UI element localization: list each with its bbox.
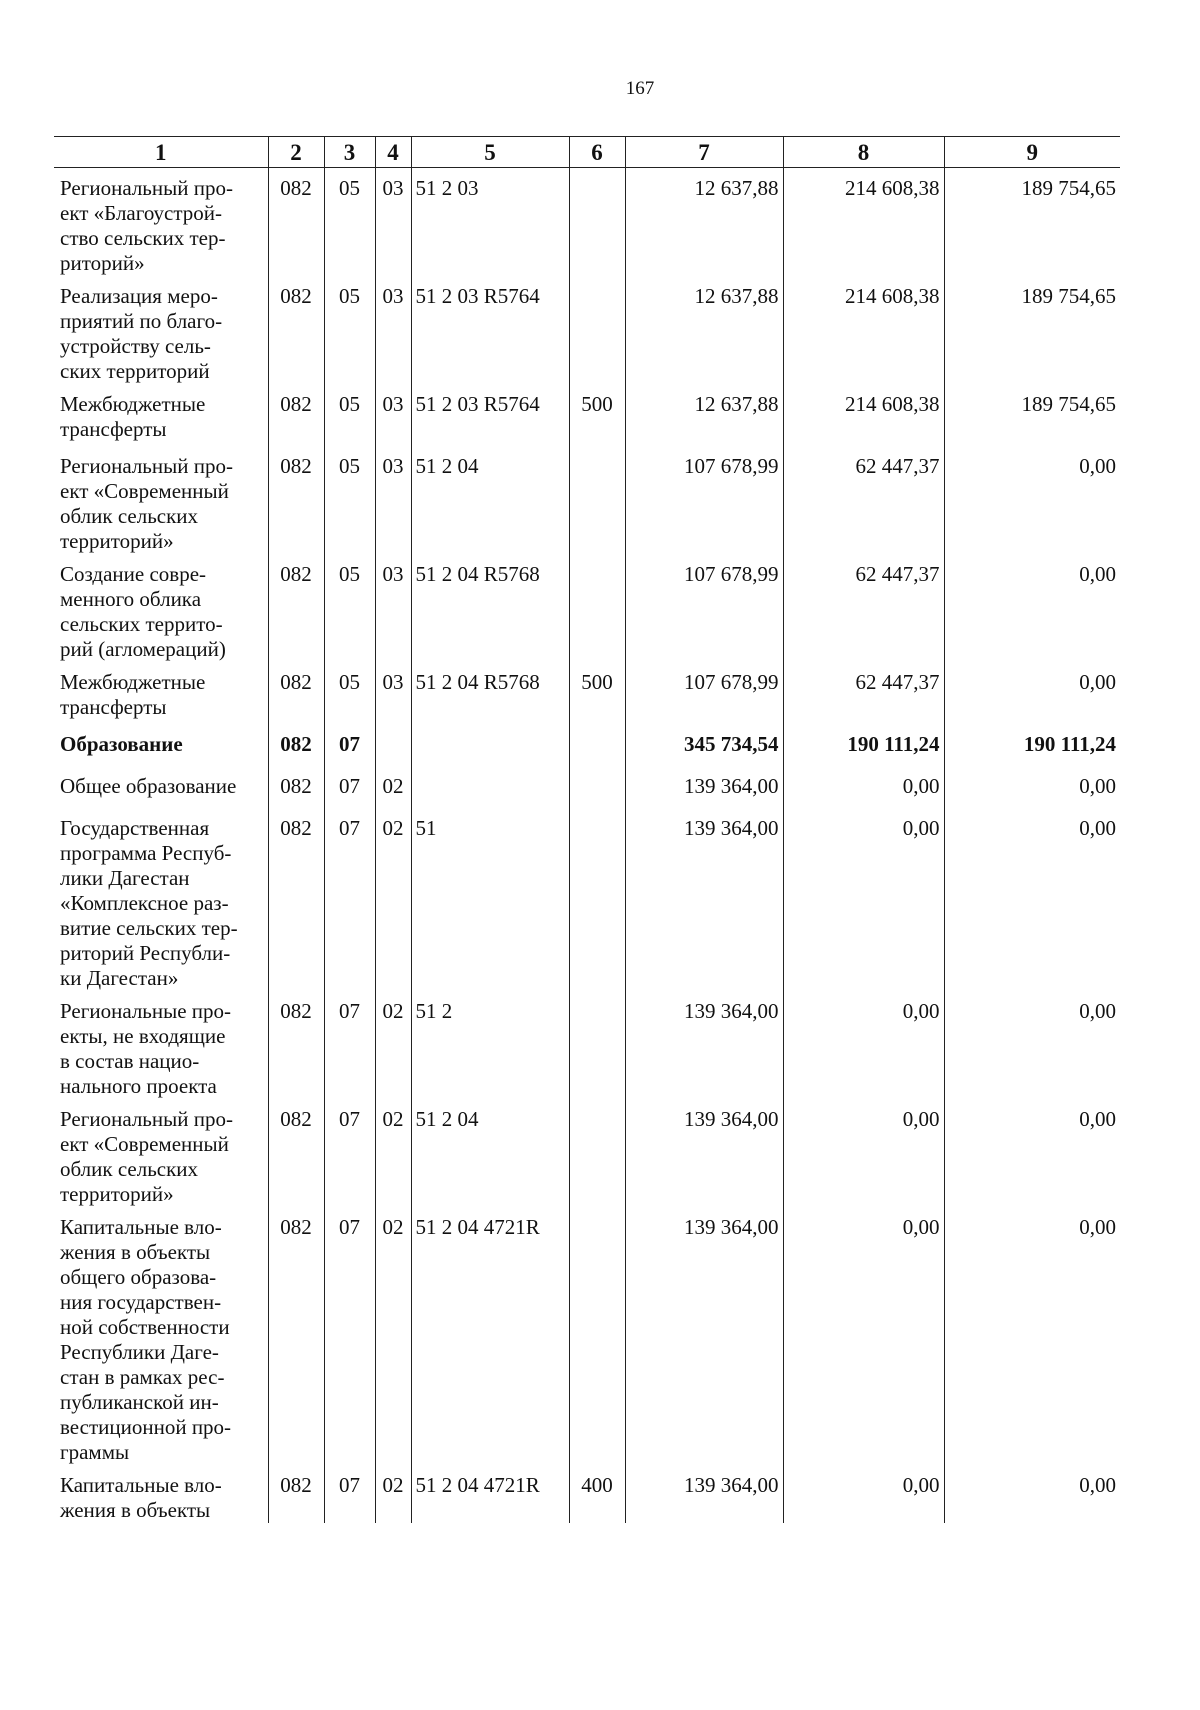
row-section-code: 05 [324, 168, 375, 277]
header-col-3: 3 [324, 137, 375, 168]
row-target-article: 51 2 03 R5764 [411, 276, 569, 384]
row-amount-7: 107 678,99 [625, 554, 783, 662]
row-ministry-code: 082 [268, 991, 324, 1099]
row-target-article: 51 2 04 R5768 [411, 662, 569, 724]
row-amount-7: 139 364,00 [625, 808, 783, 991]
row-name: Государственная программа Респуб- лики Дагестан «Комплексное раз- витие сельских тер- риторий Республи- ки Дагестан» [60, 816, 238, 990]
row-target-article [411, 724, 569, 766]
row-ministry-code: 082 [268, 1207, 324, 1465]
row-name: Реализация меро- приятий по благо- устройству сель- ских территорий [60, 284, 223, 383]
row-amount-9: 190 111,24 [944, 724, 1120, 766]
row-subsection-code: 02 [375, 991, 411, 1099]
row-amount-9: 0,00 [944, 991, 1120, 1099]
row-ministry-code: 082 [268, 384, 324, 446]
header-col-2: 2 [268, 137, 324, 168]
row-target-article: 51 2 04 [411, 446, 569, 554]
row-target-article: 51 2 04 4721R [411, 1207, 569, 1465]
row-amount-7: 139 364,00 [625, 1099, 783, 1207]
row-amount-8: 0,00 [783, 766, 944, 808]
row-expense-type [569, 724, 625, 766]
row-amount-8: 62 447,37 [783, 662, 944, 724]
row-amount-7: 139 364,00 [625, 1465, 783, 1523]
header-col-1: 1 [54, 137, 268, 168]
header-col-5: 5 [411, 137, 569, 168]
row-section-code: 05 [324, 662, 375, 724]
row-amount-9: 0,00 [944, 766, 1120, 808]
row-amount-9: 189 754,65 [944, 384, 1120, 446]
row-expense-type [569, 1207, 625, 1465]
row-subsection-code: 02 [375, 1207, 411, 1465]
row-ministry-code: 082 [268, 276, 324, 384]
row-section-code: 07 [324, 808, 375, 991]
row-name: Региональный про- ект «Современный облик сельских территорий» [60, 1107, 233, 1206]
row-name: Региональный про- ект «Благоустрой- ство сельских тер- риторий» [60, 176, 233, 275]
row-amount-8: 0,00 [783, 1465, 944, 1523]
row-target-article: 51 [411, 808, 569, 991]
row-amount-8: 0,00 [783, 1207, 944, 1465]
row-amount-8: 0,00 [783, 991, 944, 1099]
row-amount-8: 214 608,38 [783, 384, 944, 446]
row-section-code: 07 [324, 724, 375, 766]
table-row [54, 384, 1120, 446]
row-target-article: 51 2 03 R5764 [411, 384, 569, 446]
header-col-8: 8 [783, 137, 944, 168]
table-row [54, 1099, 1120, 1207]
row-ministry-code: 082 [268, 766, 324, 808]
row-amount-9: 0,00 [944, 554, 1120, 662]
row-name: Общее образование [60, 774, 237, 798]
row-target-article: 51 2 04 [411, 1099, 569, 1207]
row-section-code: 05 [324, 554, 375, 662]
row-amount-9: 0,00 [944, 1099, 1120, 1207]
row-target-article: 51 2 04 4721R [411, 1465, 569, 1523]
row-amount-9: 0,00 [944, 662, 1120, 724]
row-subsection-code: 03 [375, 384, 411, 446]
row-section-code: 07 [324, 766, 375, 808]
row-subsection-code: 02 [375, 808, 411, 991]
row-section-code: 07 [324, 1099, 375, 1207]
table-row [54, 168, 1120, 277]
row-amount-9: 0,00 [944, 1207, 1120, 1465]
table-row [54, 554, 1120, 662]
row-ministry-code: 082 [268, 446, 324, 554]
row-amount-7: 12 637,88 [625, 276, 783, 384]
table-body [54, 168, 1120, 1524]
table-row [54, 446, 1120, 554]
table-row [54, 1207, 1120, 1465]
row-subsection-code [375, 724, 411, 766]
row-amount-7: 12 637,88 [625, 168, 783, 277]
row-amount-8: 190 111,24 [783, 724, 944, 766]
table-row [54, 662, 1120, 724]
row-section-code: 05 [324, 384, 375, 446]
row-amount-9: 0,00 [944, 808, 1120, 991]
row-ministry-code: 082 [268, 808, 324, 991]
table-row [54, 991, 1120, 1099]
row-amount-7: 139 364,00 [625, 766, 783, 808]
row-amount-8: 0,00 [783, 808, 944, 991]
row-name: Региональный про- ект «Современный облик сельских территорий» [60, 454, 233, 553]
header-row [54, 137, 1120, 168]
row-amount-9: 0,00 [944, 1465, 1120, 1523]
table-row [54, 724, 1120, 766]
row-amount-8: 62 447,37 [783, 554, 944, 662]
table-row [54, 808, 1120, 991]
row-expense-type [569, 276, 625, 384]
row-ministry-code: 082 [268, 1099, 324, 1207]
header-col-9: 9 [944, 137, 1120, 168]
row-target-article: 51 2 [411, 991, 569, 1099]
row-amount-8: 214 608,38 [783, 276, 944, 384]
header-col-6: 6 [569, 137, 625, 168]
row-subsection-code: 03 [375, 168, 411, 277]
row-name: Межбюджетные трансферты [60, 392, 206, 441]
row-target-article: 51 2 03 [411, 168, 569, 277]
header-col-7: 7 [625, 137, 783, 168]
row-expense-type [569, 554, 625, 662]
row-subsection-code: 03 [375, 276, 411, 384]
row-amount-7: 139 364,00 [625, 1207, 783, 1465]
table-row [54, 766, 1120, 808]
row-section-code: 05 [324, 446, 375, 554]
row-subsection-code: 02 [375, 766, 411, 808]
row-expense-type [569, 808, 625, 991]
row-expense-type [569, 1099, 625, 1207]
row-amount-8: 62 447,37 [783, 446, 944, 554]
row-amount-7: 345 734,54 [625, 724, 783, 766]
row-target-article: 51 2 04 R5768 [411, 554, 569, 662]
row-amount-8: 214 608,38 [783, 168, 944, 277]
row-section-code: 07 [324, 1207, 375, 1465]
table-row [54, 276, 1120, 384]
row-name: Капитальные вло- жения в объекты общего образова- ния государствен- ной собственности Республики Даге- стан в рамках рес- публиканской ин- вестиционной про- граммы [60, 1215, 232, 1464]
row-name: Межбюджетные трансферты [60, 670, 206, 719]
row-subsection-code: 02 [375, 1099, 411, 1207]
row-name: Капитальные вло- жения в объекты [60, 1473, 222, 1522]
row-ministry-code: 082 [268, 724, 324, 766]
row-expense-type [569, 991, 625, 1099]
row-subsection-code: 03 [375, 446, 411, 554]
row-ministry-code: 082 [268, 168, 324, 277]
budget-table [54, 136, 1120, 1523]
row-expense-type [569, 766, 625, 808]
row-target-article [411, 766, 569, 808]
row-amount-7: 139 364,00 [625, 991, 783, 1099]
header-col-4: 4 [375, 137, 411, 168]
row-amount-7: 12 637,88 [625, 384, 783, 446]
row-amount-7: 107 678,99 [625, 662, 783, 724]
row-amount-9: 189 754,65 [944, 168, 1120, 277]
row-subsection-code: 03 [375, 662, 411, 724]
row-subsection-code: 02 [375, 1465, 411, 1523]
row-amount-8: 0,00 [783, 1099, 944, 1207]
row-ministry-code: 082 [268, 554, 324, 662]
row-name: Образование [60, 732, 183, 756]
row-section-code: 05 [324, 276, 375, 384]
row-expense-type: 500 [569, 662, 625, 724]
row-ministry-code: 082 [268, 662, 324, 724]
row-section-code: 07 [324, 1465, 375, 1523]
row-ministry-code: 082 [268, 1465, 324, 1523]
row-name: Региональные про- екты, не входящие в состав нацио- нального проекта [60, 999, 232, 1098]
row-expense-type [569, 168, 625, 277]
row-amount-7: 107 678,99 [625, 446, 783, 554]
row-name: Создание совре- менного облика сельских террито- рий (агломераций) [60, 562, 226, 661]
row-amount-9: 0,00 [944, 446, 1120, 554]
row-amount-9: 189 754,65 [944, 276, 1120, 384]
row-expense-type [569, 446, 625, 554]
row-section-code: 07 [324, 991, 375, 1099]
row-expense-type: 500 [569, 384, 625, 446]
page-number: 167 [625, 78, 655, 99]
table-row [54, 1465, 1120, 1523]
row-expense-type: 400 [569, 1465, 625, 1523]
row-subsection-code: 03 [375, 554, 411, 662]
